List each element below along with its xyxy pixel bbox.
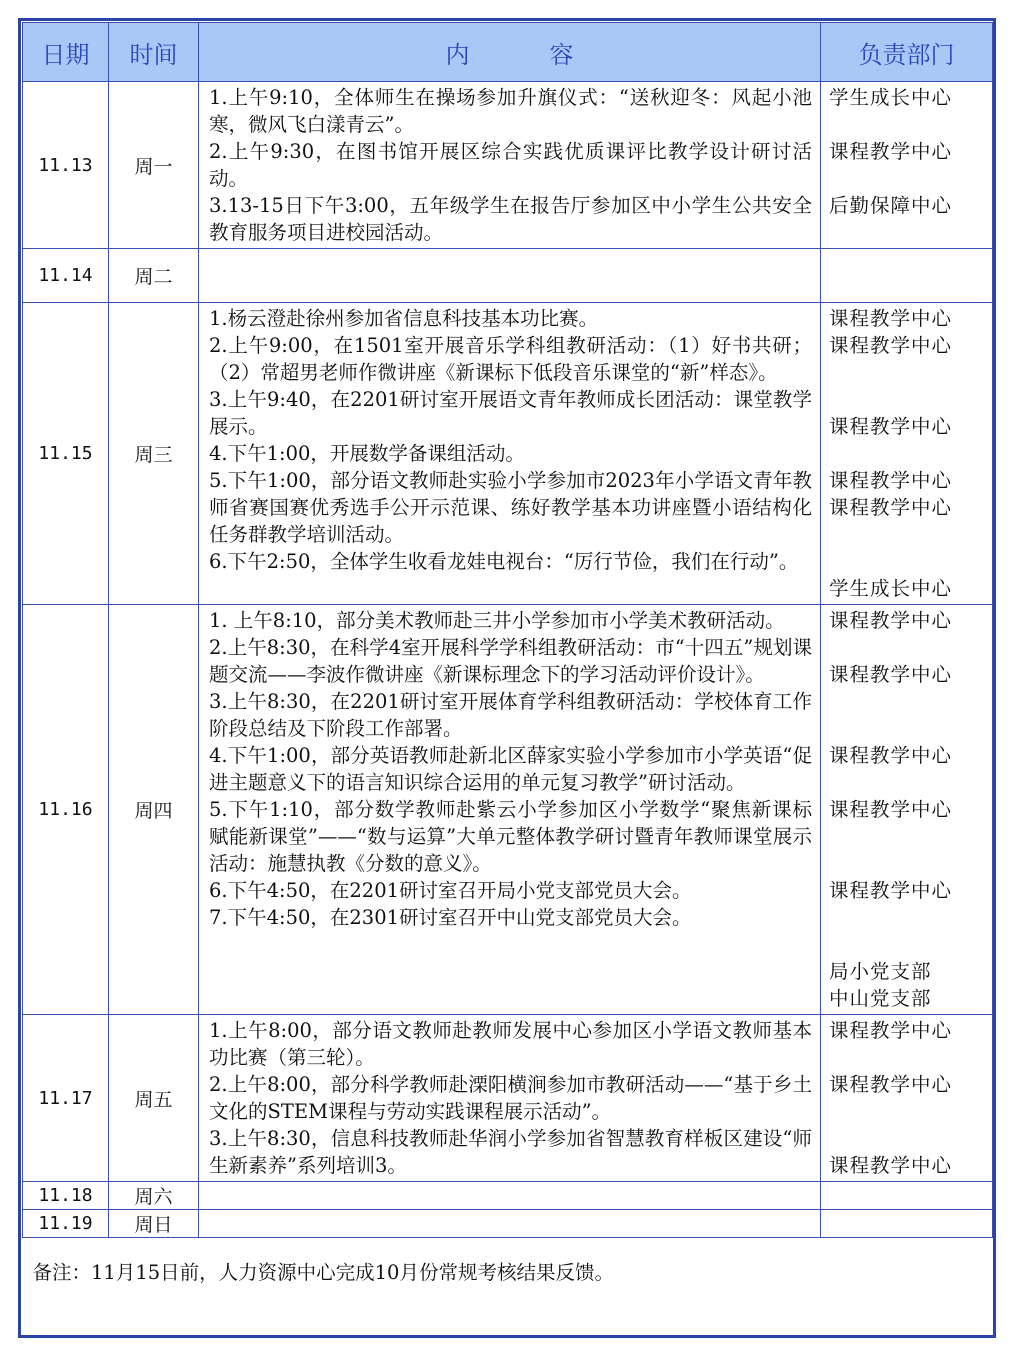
- list-item: 2.上午9:30，在图书馆开展区综合实践优质课评比教学设计研讨活动。: [209, 140, 812, 190]
- list-item: 3.上午9:40，在2201研讨室开展语文青年教师成长团活动：课堂教学展示。: [209, 388, 812, 438]
- row-content: [199, 1210, 821, 1238]
- list-item: 1.上午8:00，部分语文教师赴教师发展中心参加区小学语文教师基本功比赛（第三轮）。: [209, 1019, 812, 1069]
- list-item: 3.上午8:30，信息科技教师赴华润小学参加省智慧教育样板区建设“师生新素养”系列培训3。: [209, 1127, 812, 1177]
- dept-label: 课程教学中心: [829, 609, 953, 632]
- list-item: 5.下午1:00，部分语文教师赴实验小学参加市2023年小学语文青年教师省赛国赛优秀选手公开示范课、练好教学基本功讲座暨小语结构化任务群教学培训活动。: [209, 469, 812, 546]
- row-dept: [821, 1015, 993, 1182]
- list-item: 5.下午1:10，部分数学教师赴紫云小学参加区小学数学“聚焦新课标 赋能新课堂”——“数与运算”大单元整体教学研讨暨青年教师课堂展示活动：施慧执教《分数的意义》。: [209, 798, 812, 875]
- table-row: [23, 249, 993, 303]
- row-dept: [821, 249, 993, 303]
- list-item: 2.上午8:00，部分科学教师赴溧阳横涧参加市教研活动——“基于乡土文化的STEM课程与劳动实践课程展示活动”。: [209, 1073, 812, 1123]
- schedule-table: [22, 22, 993, 1304]
- header-time: 时间: [109, 23, 199, 82]
- row-date: 11.16: [23, 605, 109, 1015]
- row-day: 周一: [109, 82, 199, 249]
- dept-label: 课程教学中心: [829, 469, 953, 492]
- list-item: 2.上午8:30，在科学4室开展科学学科组教研活动：市“十四五”规划课题交流——李波作微讲座《新课标理念下的学习活动评价设计》。: [209, 636, 812, 686]
- table-row: [23, 1182, 993, 1210]
- row-content: [199, 1015, 821, 1182]
- list-item: 7.下午4:50，在2301研讨室召开中山党支部党员大会。: [209, 906, 692, 929]
- list-item: 1.杨云澄赴徐州参加省信息科技基本功比赛。: [209, 307, 599, 330]
- row-date: 11.17: [23, 1015, 109, 1182]
- dept-label: 课程教学中心: [829, 1154, 953, 1177]
- note-text: 备注：11月15日前，人力资源中心完成10月份常规考核结果反馈。: [32, 1261, 614, 1284]
- row-dept: [821, 303, 993, 605]
- row-day: 周二: [109, 249, 199, 303]
- dept-label: 后勤保障中心: [829, 194, 953, 217]
- row-dept: [821, 82, 993, 249]
- row-date: 11.15: [23, 303, 109, 605]
- row-date: 11.14: [23, 249, 109, 303]
- dept-label: 课程教学中心: [829, 879, 953, 902]
- row-content: [199, 1182, 821, 1210]
- row-day: 周四: [109, 605, 199, 1015]
- dept-label: 课程教学中心: [829, 496, 953, 519]
- table-row: [23, 1015, 993, 1182]
- table-row: [23, 303, 993, 605]
- row-day: 周日: [109, 1210, 199, 1238]
- header-date: 日期: [23, 23, 109, 82]
- row-date: 11.13: [23, 82, 109, 249]
- dept-label: 课程教学中心: [829, 1019, 953, 1042]
- row-dept: [821, 605, 993, 1015]
- dept-label: 局小党支部: [829, 960, 932, 983]
- list-item: 1.上午9:10，全体师生在操场参加升旗仪式：“送秋迎冬：风起小池寒，微风飞白漾青云”。: [209, 86, 812, 136]
- row-content: [199, 82, 821, 249]
- note-row: [23, 1238, 993, 1305]
- dept-label: 课程教学中心: [829, 334, 953, 357]
- dept-label: 学生成长中心: [829, 577, 953, 600]
- row-content: [199, 605, 821, 1015]
- header-row: [23, 23, 993, 82]
- list-item: 2.上午9:00，在1501室开展音乐学科组教研活动：（1）好书共研；（2）常超男老师作微讲座《新课标下低段音乐课堂的“新”样态》。: [209, 334, 812, 384]
- row-content: [199, 249, 821, 303]
- dept-label: 中山党支部: [829, 987, 932, 1010]
- list-item: 4.下午1:00，部分英语教师赴新北区薛家实验小学参加市小学英语“促进主题意义下的语言知识综合运用的单元复习教学”研讨活动。: [209, 744, 812, 794]
- list-item: 3.13-15日下午3:00，五年级学生在报告厅参加区中小学生公共安全教育服务项目进校园活动。: [209, 194, 812, 244]
- row-content: [199, 303, 821, 605]
- header-content: 内容: [199, 23, 821, 82]
- list-item: 1. 上午8:10，部分美术教师赴三井小学参加市小学美术教研活动。: [209, 609, 785, 632]
- dept-label: 课程教学中心: [829, 415, 953, 438]
- list-item: 4.下午1:00，开展数学备课组活动。: [209, 442, 525, 465]
- list-item: 6.下午4:50，在2201研讨室召开局小党支部党员大会。: [209, 879, 692, 902]
- row-day: 周三: [109, 303, 199, 605]
- row-date: 11.19: [23, 1210, 109, 1238]
- row-dept: [821, 1210, 993, 1238]
- row-day: 周六: [109, 1182, 199, 1210]
- header-dept: 负责部门: [821, 23, 993, 82]
- row-date: 11.18: [23, 1182, 109, 1210]
- list-item: 6.下午2:50，全体学生收看龙娃电视台：“厉行节俭，我们在行动”。: [209, 550, 799, 573]
- table-row: [23, 1210, 993, 1238]
- table-row: [23, 82, 993, 249]
- dept-label: 学生成长中心: [829, 86, 953, 109]
- row-dept: [821, 1182, 993, 1210]
- dept-label: 课程教学中心: [829, 663, 953, 686]
- row-day: 周五: [109, 1015, 199, 1182]
- dept-label: 课程教学中心: [829, 307, 953, 330]
- dept-label: 课程教学中心: [829, 1073, 953, 1096]
- table-row: [23, 605, 993, 1015]
- list-item: 3.上午8:30，在2201研讨室开展体育学科组教研活动：学校体育工作阶段总结及下阶段工作部署。: [209, 690, 812, 740]
- dept-label: 课程教学中心: [829, 798, 953, 821]
- dept-label: 课程教学中心: [829, 140, 953, 163]
- dept-label: 课程教学中心: [829, 744, 953, 767]
